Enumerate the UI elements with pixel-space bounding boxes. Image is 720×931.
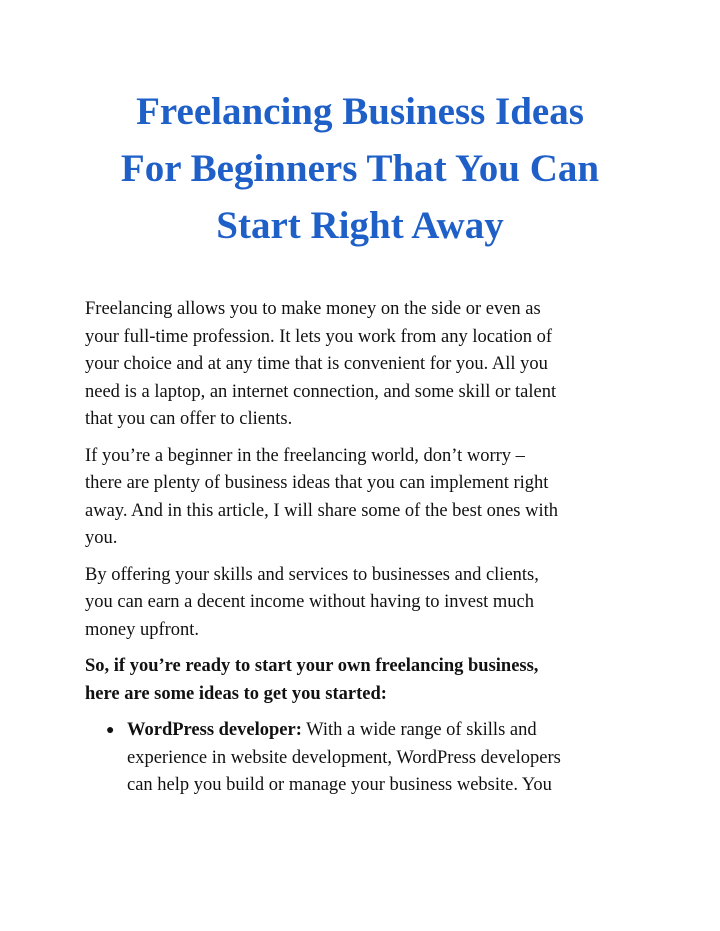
text-line: your choice and at any time that is convenient for you. All you (85, 354, 548, 374)
text-line: away. And in this article, I will share some of the best ones with (85, 500, 559, 521)
list-item (85, 717, 645, 800)
title-line-1: Freelancing Business Ideas (136, 90, 584, 133)
article-body (85, 296, 645, 800)
text-line: If you’re a beginner in the freelancing world, don’t worry – (85, 445, 525, 466)
text-line: So, if you’re ready to start your own freelancing business, (85, 656, 539, 676)
text-line: you can earn a decent income without having to invest much (85, 592, 535, 612)
paragraph-intro (85, 296, 645, 434)
ideas-list (85, 717, 645, 800)
list-item-line (127, 717, 645, 745)
text-line: here are some ideas to get you started: (85, 683, 387, 704)
paragraph-skills (85, 562, 645, 645)
text-line: need is a laptop, an internet connection, and some skill or talent (85, 381, 557, 402)
text-line: your full-time profession. It lets you work from any location of (85, 326, 553, 347)
text-line: that you can offer to clients. (85, 409, 293, 429)
list-item-line: experience in website development, WordPress developers (127, 747, 561, 768)
text-line: By offering your skills and services to businesses and clients, (85, 564, 539, 585)
title-line-2: For Beginners That You Can (120, 147, 600, 190)
page-title (60, 83, 660, 254)
list-item-line: can help you build or manage your business website. You (127, 775, 552, 795)
list-item-term: WordPress developer: (127, 720, 302, 740)
bullet-icon: ● (106, 723, 115, 738)
title-line-3: Start Right Away (216, 204, 504, 247)
text-line: you. (85, 528, 118, 548)
text-line: there are plenty of business ideas that you can implement right (85, 473, 549, 493)
paragraph-beginner (85, 443, 645, 553)
text-line: money upfront. (85, 619, 200, 640)
paragraph-lead-in (85, 653, 645, 708)
text-line: Freelancing allows you to make money on the side or even as (85, 299, 541, 319)
list-item-text: With a wide range of skills and (301, 720, 537, 740)
